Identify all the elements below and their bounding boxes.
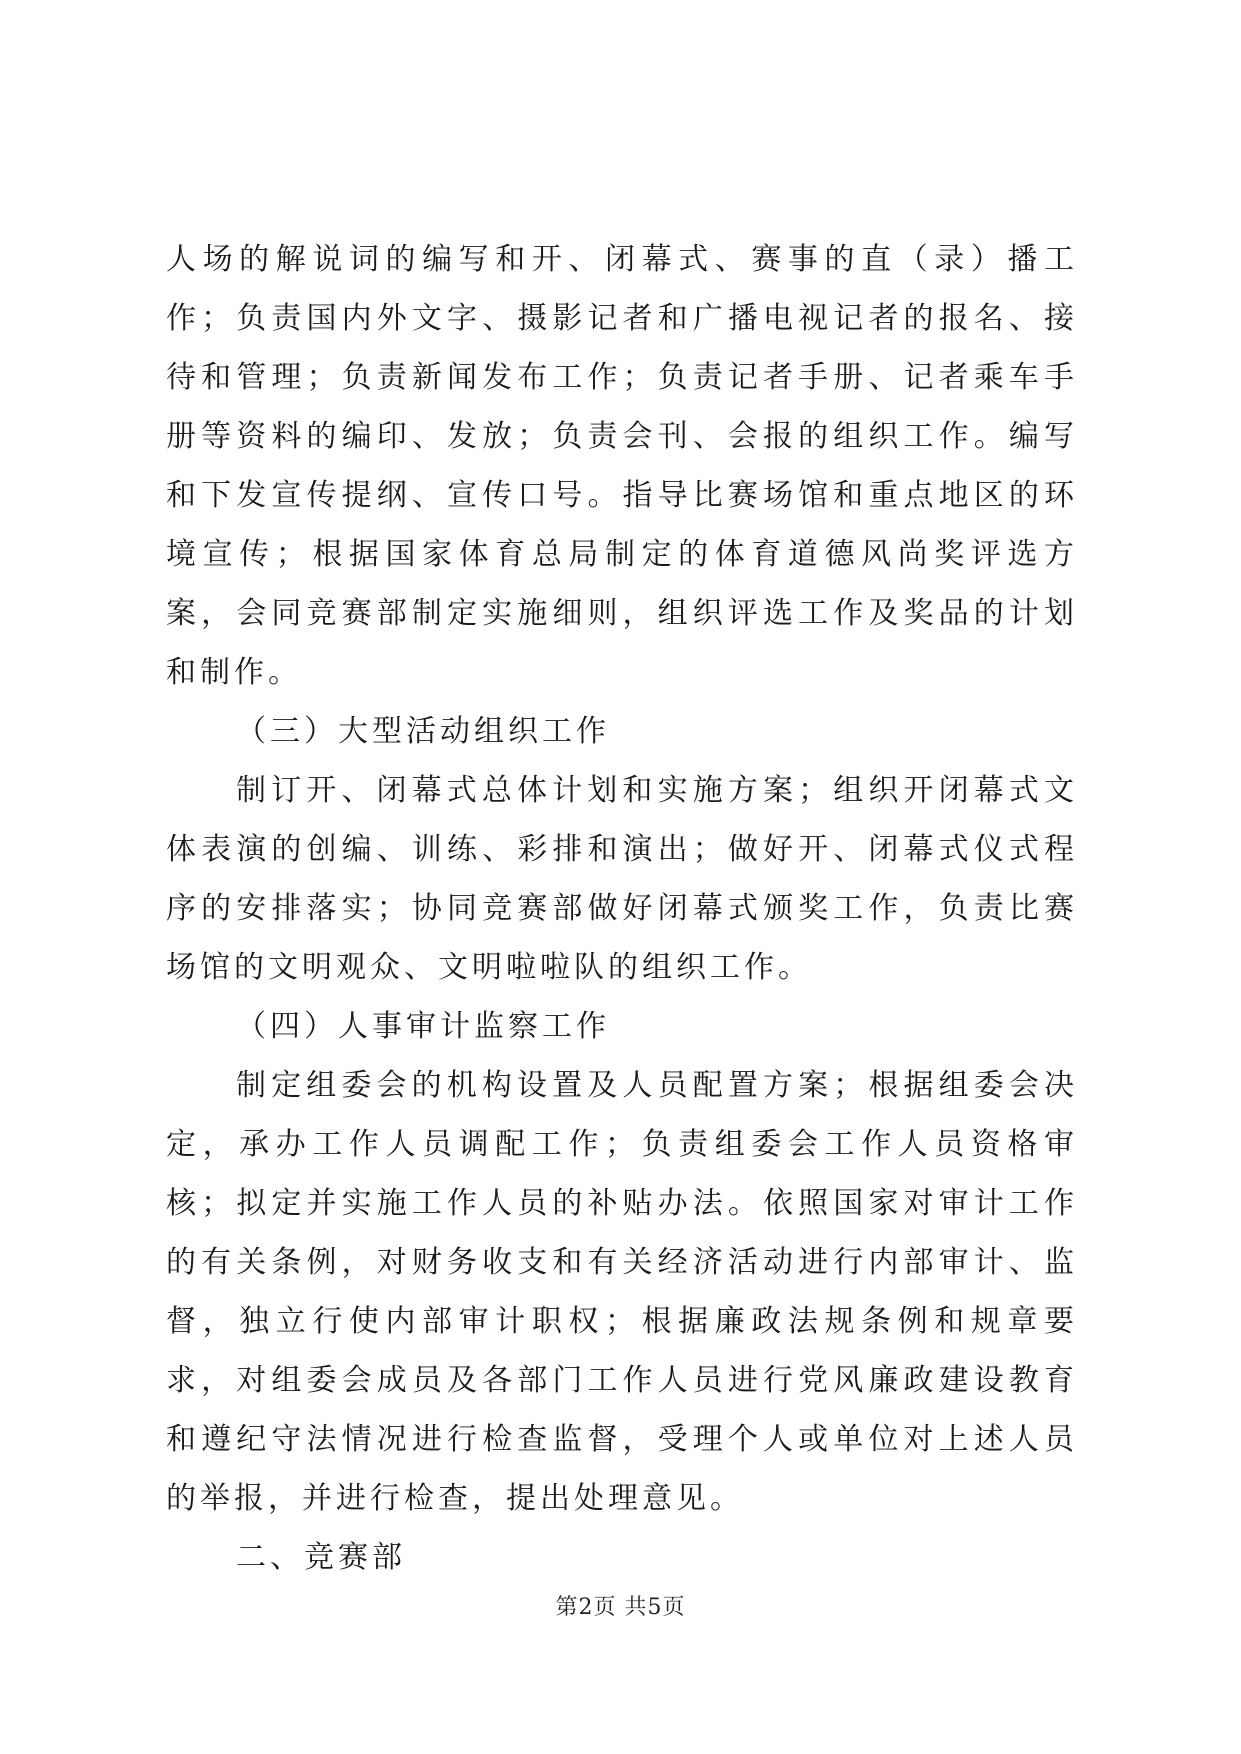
section-heading-4: （四）人事审计监察工作 [236, 1009, 610, 1044]
section-heading-competition: 二、竞赛部 [236, 1540, 406, 1575]
paragraph-personnel-audit: 制定组委会的机构设置及人员配置方案；根据组委会决定，承办工作人员调配工作；负责组委会工作人员资格审核；拟定并实施工作人员的补贴办法。依照国家对审计工作的有关条例，对财务收支和有关经济活动进行内部审计、监督，独立行使内部审计职权；根据廉政法规条例和规章要求，对组委会成员及各部门工作人员进行党风廉政建设教育和遵纪守法情况进行检查监督，受理个人或单位对上述人员的举报，并进行检查，提出处理意见。 [166, 1068, 1078, 1516]
page-footer: 第2页 共5页 [555, 1595, 686, 1620]
section-heading-3: （三）大型活动组织工作 [236, 714, 610, 749]
paragraph-continued: 人场的解说词的编写和开、闭幕式、赛事的直（录）播工作；负责国内外文字、摄影记者和广播电视记者的报名、接待和管理；负责新闻发布工作；负责记者手册、记者乘车手册等资料的编印、发放；负责会刊、会报的组织工作。编写和下发宣传提纲、宣传口号。指导比赛场馆和重点地区的环境宣传；根据国家体育总局制定的体育道德风尚奖评选方案，会同竞赛部制定实施细则，组织评选工作及奖品的计划和制作。 [166, 242, 1078, 690]
paragraph-ceremonies: 制订开、闭幕式总体计划和实施方案；组织开闭幕式文体表演的创编、训练、彩排和演出；做好开、闭幕式仪式程序的安排落实；协同竞赛部做好闭幕式颁奖工作，负责比赛场馆的文明观众、文明啦啦队的组织工作。 [166, 773, 1078, 985]
document-body [166, 230, 1078, 1587]
